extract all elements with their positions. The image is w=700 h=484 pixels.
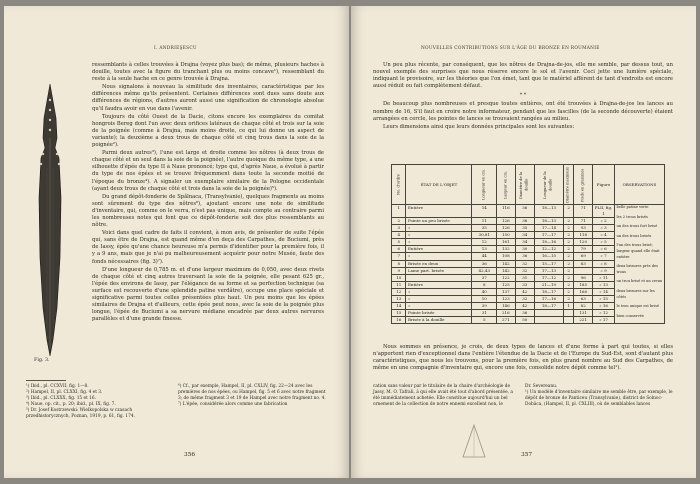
table-cell: » 14: [593, 288, 615, 295]
table-cell: 8: [392, 260, 406, 267]
paragraph: Nous signalons à nouveau la similitude des inventaires, caractéristique par les différences même qu'ils présentent. Certaines différences sont dues sans doute aux différences de régions, d'autres auront aussi une signification de chronologie absolue qu'il faudra avoir en vue dans l'avenir.: [92, 84, 324, 112]
table-cell: 12: [472, 239, 497, 246]
table-cell: 32: [515, 260, 534, 267]
observation-note: le trou unique est brisé: [616, 304, 660, 309]
table-cell: Lame part. brisée: [406, 267, 472, 274]
table-cell: 131: [574, 310, 593, 317]
table-cell: 17—12: [534, 274, 563, 281]
table-cell: 15—17: [534, 260, 563, 267]
table-cell: 11: [472, 218, 497, 225]
table-cell: » 12: [593, 310, 615, 317]
table-cell: 5: [392, 239, 406, 246]
table-cell: » 3: [593, 225, 615, 232]
paragraph: D'une longueur de 0,785 m. et d'une largeur maximum de 0,050, avec deux rivets de chaque côté et cinq autres traversant la soie de la poignée, elle pesant 625 gr., l'épée des environs de Iassy, par l'élégance de sa forme et sa perfection technique (sa surface est recouverte d'une splendide patine verdâtre), occupe une place spéciale et significative parmi toutes celles présentées plus haut. Un peu moins que les épées similaires de Drajna et d'ailleurs, cette épée peut nous, avec la soie de la poignée plus longue, l'épée de Buciumi a sa nervure médiane encadrée par deux autres nervures parallèles et d'une grande finesse.: [92, 266, 324, 323]
table-cell: »: [406, 225, 472, 232]
table-cell: 108: [497, 253, 516, 260]
observation-note: un trou brisé et un creux: [616, 279, 663, 284]
table-cell: 12: [392, 288, 406, 295]
table-cell: 15: [392, 310, 406, 317]
table-cell: 32: [515, 267, 534, 274]
observation-note: un des trous fort brisé: [616, 224, 658, 229]
footnote: ⁷) L'épée, considérée alors comme une fabrication: [178, 402, 288, 407]
table-row: [392, 205, 665, 218]
table-cell: 50: [515, 317, 534, 324]
table-cell: 8: [472, 281, 497, 288]
right-body-text-bottom: [373, 344, 673, 373]
table-cell: »: [406, 232, 472, 239]
paragraph: De beaucoup plus nombreuses et presque toutes entières, ont été trouvées à Drajna-de-jos les lances au nombre de 16, S'il faut en croire notre informateur, pendant que les fascilles (de la seconde découverte) étaient arrangées en cercle, les pointes de lances se trouvaient rangées au milieu.: [373, 101, 673, 122]
table-cell: 96: [574, 274, 593, 281]
right-body-text-top: [373, 62, 673, 132]
footnote: Dr. Severeanu.: [525, 384, 558, 389]
paragraph: Nous sommes en présence, je crois, de deux types de lances et d'une forme à part qui toutes, si elles n'apportent rien d'exceptionnel dans l'entière l'étendue de la Dacie et de l'Europe du Sud-Est, sont d'autant plus caractéristiques, que nous les trouvons, pour la première fois, en plus grand nombre au Sud des Carpathes, de même en une compagnie d'inventaire qui, encore une fois, consolide notre dépôt comme tel¹).: [373, 344, 673, 372]
table-cell: 116: [497, 205, 516, 218]
table-cell: 14: [392, 303, 406, 310]
table-cell: 4: [392, 232, 406, 239]
table-cell: 71: [574, 205, 593, 218]
table-cell: »: [406, 288, 472, 295]
table-cell: 161: [497, 239, 516, 246]
observations-cell: [615, 205, 665, 324]
paragraph: Du grand dépôt-fonderie de Spălnaca, (Transylvanie), quelques fragments au moins sont sûrement du type des nôtres⁶), ajoutant encore une note de similitude d'inventaire, qui, comme on le verra, n'est pas unique, mais compte au contraire parmi les nombreuses notes qui font que ce dépôt-fonderie soit des plus ressemblants au nôtre.: [92, 193, 324, 229]
table-cell: 2: [563, 239, 573, 246]
table-cell: Entière: [406, 205, 472, 218]
footnote: ¹) Un modèle d'inventaire similaire me semble être, par exemple, le dépôt de bronze de Panticeu (Transylvanie), district de Solnoc-Dobâca, (Hampel, II, pl. CXLIII), où de semblables lances: [525, 390, 673, 407]
table-cell: 11: [392, 281, 406, 288]
table-cell: 125: [497, 281, 516, 288]
observation-note: deux brisures près des trous: [616, 264, 658, 274]
table-cell: 18—16: [534, 239, 563, 246]
table-cell: 40: [472, 288, 497, 295]
paragraph: Parmi deux autres³), l'une est large et droite comme les nôtres (à deux trous de chaque côté et un seul dans la soie de la poignée), l'autre quoique du même type, a une silhouette d'épée du type II à Naue prononcé; type qui, d'après Naue, a évolué à partir du type de nos épées et se trouve fréquemment dans toute la seconde moitié de l'époque du bronze⁴). A signaler un exemplaire similaire de la Pologne occidentale (ayant deux trous de chaque côté et trois dans la soie de la poignée)⁵).: [92, 150, 324, 192]
table-cell: 16: [392, 317, 406, 324]
table-cell: Entière: [406, 281, 472, 288]
paragraph: Un peu plus récente, par conséquent, que les nôtres de Drajna-de-jos, elle me semble, par dessus tout, un nouvel exemple des surprises que nous réserve encore le sol et l'avenir. Ceci jette une lumière spéciale, indiquant le provisoire, sur les théories que l'on émet, tant que le matériel afférent de tant d'endroits est encore aussi réduit ou fait complètement défaut.: [373, 62, 673, 90]
column-header: Longueur de la douille: [534, 165, 563, 205]
table-cell: 36: [472, 260, 497, 267]
observation-note: un des trous brisés: [616, 233, 652, 238]
column-header: Longueur en cm.: [472, 165, 497, 205]
table-cell: 2: [563, 260, 573, 267]
table-cell: 35: [472, 225, 497, 232]
column-header: Figure: [593, 165, 615, 205]
table-cell: 18—13: [534, 218, 563, 225]
table-cell: » 9: [593, 267, 615, 274]
table-cell: 17—16: [534, 295, 563, 302]
table-cell: Pointe brisée: [406, 310, 472, 317]
table-cell: 42: [515, 303, 534, 310]
table-cell: 2: [563, 295, 573, 302]
table-cell: PLII, fig. 1: [593, 205, 615, 218]
sword-figure: [26, 78, 74, 358]
table-cell: 17—14: [534, 225, 563, 232]
table-cell: 132: [497, 246, 516, 253]
table-cell: 185: [574, 281, 593, 288]
table-cell: 12—12: [534, 246, 563, 253]
table-cell: 71: [574, 218, 593, 225]
table-cell: » 16: [593, 303, 615, 310]
column-header: Diamètre de la douille: [515, 165, 534, 205]
table-cell: » 13: [593, 281, 615, 288]
table-cell: » 17: [593, 317, 615, 324]
table-cell: 2: [563, 218, 573, 225]
table-cell: 118: [574, 232, 593, 239]
table-cell: [563, 317, 573, 324]
table-cell: 9: [392, 267, 406, 274]
table-cell: 17—13: [534, 267, 563, 274]
table-cell: 3: [392, 225, 406, 232]
table-cell: 21—19: [534, 281, 563, 288]
table-cell: »: [406, 295, 472, 302]
table-cell: 2: [563, 281, 573, 288]
spearhead-sketch: [459, 421, 489, 461]
table-cell: 34: [515, 239, 534, 246]
table-cell: 63: [574, 295, 593, 302]
running-head-right: NOUVELLES CONTRIBUTIONS SUR L'ÂGE DU BRONZE EN ROUMANIE: [421, 46, 600, 51]
paragraph: Leurs dimensions ainsi que leurs données principales sont les suivantes:: [383, 123, 575, 130]
section-separator: * *: [519, 92, 527, 99]
table-cell: 37: [472, 274, 497, 281]
table-cell: » 4: [593, 232, 615, 239]
table-cell: » 11: [593, 274, 615, 281]
table-header-row: [392, 165, 665, 205]
table-cell: 33: [515, 281, 534, 288]
table-cell: 35: [515, 225, 534, 232]
table-cell: 2: [392, 218, 406, 225]
table-cell: 18—17: [534, 288, 563, 295]
table-cell: 7: [392, 253, 406, 260]
table-cell: Pointe un peu brisée: [406, 218, 472, 225]
table-cell: 123: [497, 295, 516, 302]
table-cell: 1: [392, 205, 406, 218]
table-cell: 120: [574, 239, 593, 246]
table-cell: 271: [497, 317, 516, 324]
table-cell: 42: [515, 288, 534, 295]
table-cell: 2: [563, 232, 573, 239]
table-cell: 2: [563, 267, 573, 274]
paragraph: ressemblants à celles trouvées à Drajna (voyez plus bas); de même, plusieurs haches à douille, toutes avec la figure du tranchant plus ou moins concave¹), ressemblant du reste à la seule hache en ce genre trouvée à Drajna.: [92, 62, 324, 83]
column-header: Largeur en cm.: [497, 165, 516, 205]
table-cell: 36: [515, 218, 534, 225]
table-cell: 83: [574, 260, 593, 267]
table-cell: 126: [497, 218, 516, 225]
table-cell: 31: [515, 274, 534, 281]
table-cell: 142: [497, 260, 516, 267]
observation-note: deux brisures sur les côtés: [616, 288, 655, 299]
running-head-left: I. ANDRIEŞESCU: [154, 46, 197, 51]
table-cell: 14: [472, 205, 497, 218]
lances-inventory-table: [391, 164, 665, 324]
footnote: cation sans valeur par le titulaire de la chaire d'archéologie de Jassy, M. O. Tafrali, à qui elle avait été tout d'abord présentée, a été immédiatement achetée. Elle constitue aujourd'hui un bel ornement de la collection de notre ennemi excellent non, le: [373, 384, 513, 407]
table-cell: 137: [497, 288, 516, 295]
column-header: ÉTAT DE L'OBJET: [406, 165, 472, 205]
table-cell: 93: [574, 225, 593, 232]
column-header: Poids en grammes: [574, 165, 593, 205]
table-cell: 10: [472, 295, 497, 302]
table-cell: Entière: [406, 246, 472, 253]
table-cell: 216: [497, 310, 516, 317]
table-cell: 2: [563, 288, 573, 295]
table-cell: 16—15: [534, 253, 563, 260]
table-cell: 31: [472, 310, 497, 317]
table-cell: » 6: [593, 246, 615, 253]
observation-note: les 2 trous brisés: [616, 214, 648, 219]
table-cell: 39: [472, 303, 497, 310]
table-cell: [563, 310, 573, 317]
table-cell: 44: [472, 253, 497, 260]
table-cell: 2: [563, 253, 573, 260]
table-cell: 36: [515, 253, 534, 260]
table-cell: 122: [497, 274, 516, 281]
table-cell: 30: [515, 246, 534, 253]
table-cell: 146: [497, 303, 516, 310]
footnote: ²) Hampel, II, pl. CLXXI, fig. 4 et 3.: [26, 390, 103, 395]
table-cell: 13: [392, 295, 406, 302]
table-cell: 2: [563, 225, 573, 232]
table-cell: [406, 274, 472, 281]
table-cell: [534, 310, 563, 317]
table-cell: » 2: [593, 218, 615, 225]
page-number-right: 357: [521, 452, 533, 458]
page-number-left: 356: [184, 452, 196, 458]
table-cell: 150: [497, 232, 516, 239]
table-cell: » 15: [593, 295, 615, 302]
table-cell: 82: [574, 303, 593, 310]
table-cell: 2: [563, 246, 573, 253]
table-cell: 17—17: [534, 232, 563, 239]
table-cell: 79: [574, 246, 593, 253]
table-cell: [574, 267, 593, 274]
observation-note: bien conservée: [616, 313, 644, 318]
table-cell: 32: [515, 295, 534, 302]
footnote: ⁶) Cf., par exemple, Hampel, II, pl. CXLIV, fig. 22—24 avec les premières de nos épées, ou Hampel, fig. 5 et 6 avec notre fragment 3; de même fragment 3 et 19 de Hampel avec notre fragment no. 4.: [178, 384, 326, 401]
column-header: Diamètre maximum: [563, 165, 573, 205]
column-header: No. d'ordre: [392, 165, 406, 205]
table-cell: 2: [563, 274, 573, 281]
table-cell: [534, 317, 563, 324]
paragraph: Toujours du côté Ouest de la Dacie, citons encore les exemplaires du comitat hongrois Bereg dont l'un avec deux orifices latéraux de chaque côté et trois sur la soie de la poignée (comme à Drajna, mais moins droite, ce qui lui donne un aspect de variante); la deuxième a deux trous de chaque côté et cinq trous dans la soie de la poignée²).: [92, 113, 324, 149]
footnote: ¹) Ibid., pl. CCXVII, fig. 1—8.: [26, 384, 89, 389]
right-page: [351, 6, 696, 478]
table-cell: 5: [472, 317, 497, 324]
table-cell: 13: [472, 246, 497, 253]
table-cell: 18—17: [534, 303, 563, 310]
column-header: OBSERVATIONS: [615, 165, 665, 205]
table-cell: 1: [563, 303, 573, 310]
table-cell: »: [406, 303, 472, 310]
footnote: ⁵) Dr. Josef Kostrzewski: Wielkopolska w czasach przedhistorycznych, Poznan, 1919, p. 61, fig. 174.: [26, 408, 135, 419]
table-cell: » 8: [593, 260, 615, 267]
footnotes-right-right-column: [525, 384, 673, 408]
table-cell: 2: [563, 205, 573, 218]
table-cell: 166: [574, 288, 593, 295]
footnote: ³) Ibid., pl. CLXXX, fig. 15 et 16.: [26, 396, 96, 401]
table-cell: 34: [515, 232, 534, 239]
table-cell: » 7: [593, 253, 615, 260]
table-cell: 36: [515, 205, 534, 218]
table-cell: 30,81: [472, 232, 497, 239]
table-cell: Brisée à la douille: [406, 317, 472, 324]
observation-note: belle patine verte: [616, 205, 649, 209]
table-cell: »: [406, 239, 472, 246]
table-cell: Brisée en deux: [406, 260, 472, 267]
table-cell: 18—13: [534, 205, 563, 218]
footnotes-right-left-column: [373, 384, 518, 408]
left-page: [4, 6, 349, 478]
observation-note: l'un des trous brisé; largeur quand elle était entière: [616, 243, 660, 259]
footnotes-right-column: [178, 384, 326, 408]
paragraph: Voici dans quel cadre de faits il convient, à mon avis, de présenter de suite l'épée qui, sans être de Drajna, est quand même d'en deça des Carpathes, de Buciumi, près de Iassy, épée qu'une chance heureuse m'a permis d'identifier pour la première fois, il y a 9 ans, mais que je n'ai pu malheureusement acquérir pour notre Musée, faute des fonds nécessaires (fig. 3)⁷).: [92, 230, 324, 265]
table-cell: 10: [392, 274, 406, 281]
footnote: ⁴) Naue, op. cit., p. 20; ibid., pl. IX, fig. 7.: [26, 402, 116, 407]
table-cell: 6: [392, 246, 406, 253]
table-cell: 69: [574, 253, 593, 260]
table-cell: 142: [497, 267, 516, 274]
figure-caption: Fig. 3.: [34, 358, 50, 363]
table-cell: »: [406, 253, 472, 260]
left-body-text: [92, 62, 324, 324]
table-cell: » 5: [593, 239, 615, 246]
table-cell: 36: [515, 310, 534, 317]
table-cell: 126: [497, 225, 516, 232]
footnotes-left-column: [26, 384, 171, 420]
footnote-rule: [26, 380, 66, 381]
table-cell: 42,43: [472, 267, 497, 274]
table-cell: 221: [574, 317, 593, 324]
